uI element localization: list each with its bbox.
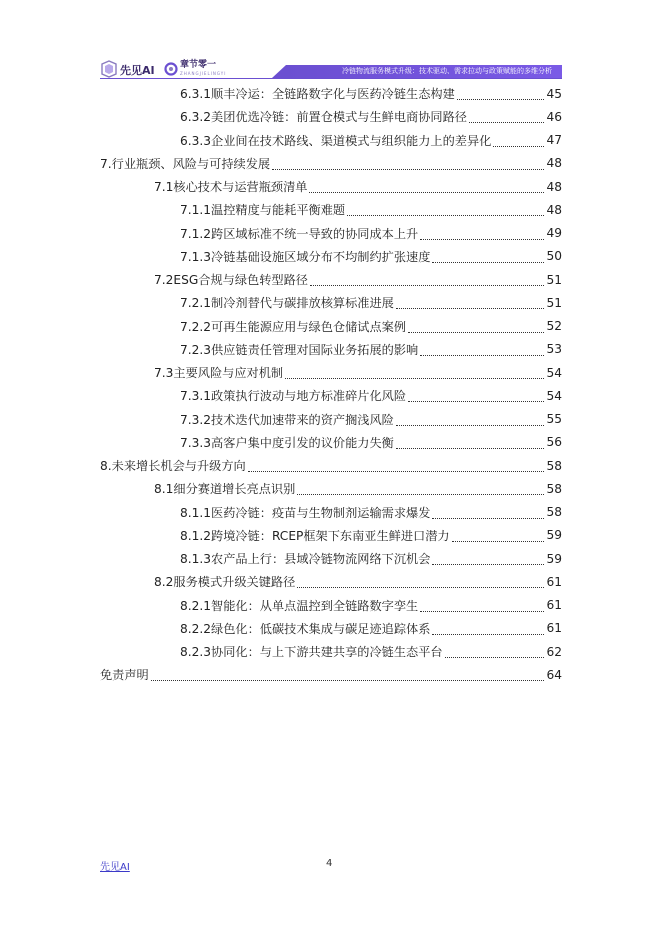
toc-entry-title: 7.2ESG合规与绿色转型路径: [154, 273, 308, 288]
footer-link[interactable]: 先见AI: [100, 862, 130, 873]
toc-entry[interactable]: [100, 570, 562, 593]
toc-leader-dots: [248, 463, 545, 472]
toc-leader-dots: [408, 324, 544, 333]
toc-entry-title: 7.行业瓶颈、风险与可持续发展: [100, 156, 271, 171]
toc-entry-page: 56: [546, 435, 562, 450]
page-header: [100, 56, 562, 82]
header-divider: [100, 78, 562, 79]
toc-entry[interactable]: [100, 501, 562, 524]
toc-entry[interactable]: [100, 431, 562, 454]
toc-entry-page: 59: [546, 551, 562, 566]
toc-entry-title: 8.未来增长机会与升级方向: [100, 459, 246, 474]
toc-leader-dots: [493, 138, 544, 147]
toc-leader-dots: [432, 556, 544, 565]
toc-entry-title: 7.3.1政策执行波动与地方标准碎片化风险: [180, 389, 407, 404]
toc-entry-title: 8.1.3农产品上行：县域冷链物流网络下沉机会: [180, 552, 431, 567]
toc-leader-dots: [420, 347, 544, 356]
toc-leader-dots: [445, 649, 545, 658]
page-number: 4: [326, 858, 333, 869]
toc-leader-dots: [310, 277, 545, 286]
toc-leader-dots: [151, 672, 545, 681]
toc-entry[interactable]: [100, 222, 562, 245]
toc-entry[interactable]: [100, 524, 562, 547]
brand-secondary-text: 章节零一: [180, 60, 217, 70]
toc-entry[interactable]: [100, 105, 562, 128]
brand-subtext: ZHANGJIELINGYI: [180, 71, 227, 76]
toc-entry-title: 6.3.2美团优选冷链：前置仓模式与生鲜电商协同路径: [180, 110, 467, 125]
toc-entry-title: 8.2.1智能化：从单点温控到全链路数字孪生: [180, 598, 419, 613]
toc-entry-title: 7.1.2跨区域标准不统一导致的协同成本上升: [180, 226, 419, 241]
toc-entry[interactable]: [100, 245, 562, 268]
toc-entry[interactable]: [100, 663, 562, 686]
toc-entry-page: 48: [546, 202, 562, 217]
toc-entry-title: 7.3.2技术迭代加速带来的资产搁浅风险: [180, 412, 394, 427]
toc-entry-title: 7.1.1温控精度与能耗平衡难题: [180, 203, 346, 218]
toc-entry-page: 52: [546, 319, 562, 334]
toc-entry-page: 58: [546, 458, 562, 473]
toc-entry-page: 45: [546, 86, 562, 101]
toc-entry-title: 8.1.1医药冷链：疫苗与生物制剂运输需求爆发: [180, 505, 431, 520]
toc-entry[interactable]: [100, 594, 562, 617]
toc-entry[interactable]: [100, 617, 562, 640]
toc-entry-page: 46: [546, 109, 562, 124]
toc-entry-page: 58: [546, 481, 562, 496]
toc-leader-dots: [420, 603, 544, 612]
toc-entry[interactable]: [100, 315, 562, 338]
toc-entry-title: 7.3主要风险与应对机制: [154, 366, 284, 381]
toc-entry-title: 免责声明: [100, 668, 149, 683]
toc-entry-title: 7.2.2可再生能源应用与绿色仓储试点案例: [180, 319, 407, 334]
toc-entry-page: 54: [546, 388, 562, 403]
toc-entry-title: 8.1细分赛道增长亮点识别: [154, 482, 296, 497]
toc-entry-title: 7.2.3供应链责任管理对国际业务拓展的影响: [180, 342, 419, 357]
toc-entry-page: 49: [546, 226, 562, 241]
toc-entry-page: 47: [546, 133, 562, 148]
toc-leader-dots: [457, 91, 545, 100]
toc-entry-title: 7.1.3冷链基础设施区域分布不均制约扩张速度: [180, 249, 431, 264]
toc-entry-page: 51: [546, 272, 562, 287]
brand-logo-text: 先见AI: [120, 64, 155, 77]
toc-entry[interactable]: [100, 152, 562, 175]
toc-entry-title: 6.3.3企业间在技术路线、渠道模式与组织能力上的差异化: [180, 133, 492, 148]
toc-leader-dots: [297, 579, 544, 588]
toc-leader-dots: [347, 207, 544, 216]
toc-leader-dots: [420, 231, 544, 240]
toc-leader-dots: [469, 114, 545, 123]
toc-leader-dots: [408, 393, 544, 402]
toc-leader-dots: [432, 254, 544, 263]
toc-entry-title: 8.2.3协同化：与上下游共建共享的冷链生态平台: [180, 645, 443, 660]
toc-leader-dots: [297, 486, 544, 495]
toc-entry[interactable]: [100, 547, 562, 570]
toc-entry[interactable]: [100, 338, 562, 361]
toc-entry-page: 62: [546, 644, 562, 659]
logo-icon: [100, 60, 118, 78]
toc-leader-dots: [432, 626, 544, 635]
toc-leader-dots: [432, 510, 544, 519]
toc-entry-page: 55: [546, 412, 562, 427]
table-of-contents: [100, 82, 562, 687]
toc-leader-dots: [396, 440, 545, 449]
toc-entry[interactable]: [100, 82, 562, 105]
toc-entry-page: 58: [546, 505, 562, 520]
toc-entry-page: 64: [546, 667, 562, 682]
toc-entry[interactable]: [100, 175, 562, 198]
toc-entry-title: 7.3.3高客户集中度引发的议价能力失衡: [180, 435, 394, 450]
toc-entry-title: 8.1.2跨境冷链：RCEP框架下东南亚生鲜进口潜力: [180, 528, 450, 543]
toc-entry[interactable]: [100, 268, 562, 291]
toc-entry[interactable]: [100, 198, 562, 221]
toc-entry-page: 51: [546, 295, 562, 310]
toc-entry[interactable]: [100, 291, 562, 314]
toc-entry-title: 8.2.2绿色化：低碳技术集成与碳足迹追踪体系: [180, 621, 431, 636]
toc-leader-dots: [396, 417, 545, 426]
toc-entry[interactable]: [100, 454, 562, 477]
banner-slant: [272, 65, 286, 78]
toc-entry-page: 59: [546, 528, 562, 543]
toc-leader-dots: [452, 533, 545, 542]
toc-entry[interactable]: [100, 384, 562, 407]
toc-entry-page: 54: [546, 365, 562, 380]
header-banner: 冷链物流服务模式升级：技术驱动、需求拉动与政策赋能的多维分析: [286, 65, 562, 78]
brand-circle-icon: [164, 62, 178, 76]
toc-entry[interactable]: [100, 408, 562, 431]
toc-entry-page: 48: [546, 179, 562, 194]
toc-entry[interactable]: [100, 361, 562, 384]
toc-entry-page: 61: [546, 598, 562, 613]
toc-entry-page: 50: [546, 249, 562, 264]
toc-entry-page: 61: [546, 621, 562, 636]
toc-entry-page: 53: [546, 342, 562, 357]
toc-entry-page: 61: [546, 574, 562, 589]
toc-leader-dots: [309, 184, 544, 193]
toc-entry-page: 48: [546, 156, 562, 171]
toc-leader-dots: [285, 370, 544, 379]
toc-leader-dots: [396, 300, 545, 309]
toc-leader-dots: [272, 161, 544, 170]
toc-entry-title: 7.1核心技术与运营瓶颈清单: [154, 180, 308, 195]
toc-entry-title: 8.2服务模式升级关键路径: [154, 575, 296, 590]
toc-entry[interactable]: [100, 640, 562, 663]
toc-entry-title: 6.3.1顺丰冷运：全链路数字化与医药冷链生态构建: [180, 87, 455, 102]
toc-entry-title: 7.2.1制冷剂替代与碳排放核算标准进展: [180, 296, 394, 311]
toc-entry[interactable]: [100, 477, 562, 500]
toc-entry[interactable]: [100, 129, 562, 152]
